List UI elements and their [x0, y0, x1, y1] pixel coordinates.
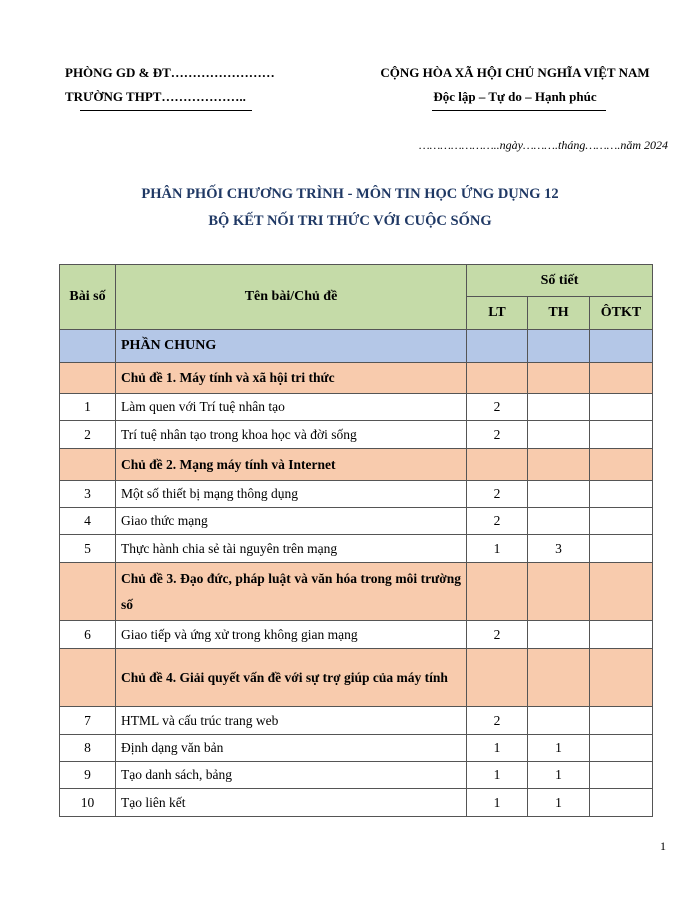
col-th-header: TH [528, 297, 590, 330]
lesson-th [528, 481, 590, 508]
lesson-lt: 1 [467, 762, 528, 789]
lesson-lt: 2 [467, 421, 528, 449]
topic-title: Chủ đề 3. Đạo đức, pháp luật và văn hóa trong môi trường số [116, 563, 467, 621]
lesson-number: 8 [60, 735, 116, 762]
department-label: PHÒNG GD & ĐT…………………… [65, 65, 275, 80]
lesson-number: 9 [60, 762, 116, 789]
table-row [60, 421, 653, 449]
national-title: CỘNG HÒA XÃ HỘI CHỦ NGHĨA VIỆT NAM [380, 65, 650, 80]
table-row [60, 707, 653, 735]
lesson-th [528, 621, 590, 649]
table-row [60, 789, 653, 817]
general-section-label: PHẦN CHUNG [116, 330, 467, 363]
lesson-name: Tạo liên kết [116, 789, 467, 817]
lesson-lt: 2 [467, 481, 528, 508]
lesson-th: 1 [528, 762, 590, 789]
table-row [60, 735, 653, 762]
lesson-name: Một số thiết bị mạng thông dụng [116, 481, 467, 508]
lesson-number: 6 [60, 621, 116, 649]
lesson-th [528, 421, 590, 449]
table-row [60, 762, 653, 789]
topic-row [60, 649, 653, 707]
lesson-lt: 1 [467, 735, 528, 762]
lesson-th: 3 [528, 535, 590, 563]
col-otkt-header: ÔTKT [590, 297, 653, 330]
lesson-otkt [590, 735, 653, 762]
general-section-row [60, 330, 653, 363]
national-motto: Độc lập – Tự do – Hạnh phúc [433, 89, 597, 104]
lesson-otkt [590, 789, 653, 817]
lesson-name: Trí tuệ nhân tạo trong khoa học và đời sống [116, 421, 467, 449]
lesson-otkt [590, 762, 653, 789]
lesson-name: Giao tiếp và ứng xử trong không gian mạng [116, 621, 467, 649]
lesson-lt: 1 [467, 789, 528, 817]
lesson-number: 4 [60, 508, 116, 535]
lesson-otkt [590, 421, 653, 449]
lesson-lt: 2 [467, 621, 528, 649]
lesson-lt: 2 [467, 394, 528, 421]
lesson-otkt [590, 394, 653, 421]
col-periods-header: Số tiết [467, 265, 653, 297]
curriculum-table [59, 264, 653, 817]
lesson-number: 2 [60, 421, 116, 449]
topic-row [60, 363, 653, 394]
document-subtitle: BỘ KẾT NỐI TRI THỨC VỚI CUỘC SỐNG [208, 213, 492, 229]
lesson-th: 1 [528, 789, 590, 817]
col-name-header: Tên bài/Chủ đề [116, 265, 467, 330]
school-underline [80, 110, 252, 111]
page-number: 1 [660, 839, 666, 853]
lesson-number: 1 [60, 394, 116, 421]
lesson-otkt [590, 621, 653, 649]
school-label: TRƯỜNG THPT……………….. [65, 89, 246, 104]
table-row [60, 535, 653, 563]
lesson-number: 10 [60, 789, 116, 817]
table-row [60, 481, 653, 508]
lesson-name: Thực hành chia sẻ tài nguyên trên mạng [116, 535, 467, 563]
topic-title: Chủ đề 1. Máy tính và xã hội tri thức [116, 363, 467, 394]
lesson-name: Tạo danh sách, bảng [116, 762, 467, 789]
table-row [60, 508, 653, 535]
lesson-name: HTML và cấu trúc trang web [116, 707, 467, 735]
lesson-th: 1 [528, 735, 590, 762]
lesson-otkt [590, 481, 653, 508]
table-row [60, 621, 653, 649]
lesson-otkt [590, 508, 653, 535]
lesson-otkt [590, 535, 653, 563]
lesson-number: 7 [60, 707, 116, 735]
col-lt-header: LT [467, 297, 528, 330]
lesson-lt: 2 [467, 508, 528, 535]
lesson-lt: 1 [467, 535, 528, 563]
lesson-number: 5 [60, 535, 116, 563]
table-header-row [60, 265, 653, 297]
topic-title: Chủ đề 2. Mạng máy tính và Internet [116, 449, 467, 481]
topic-row [60, 449, 653, 481]
lesson-number: 3 [60, 481, 116, 508]
lesson-lt: 2 [467, 707, 528, 735]
topic-title: Chủ đề 4. Giải quyết vấn đề với sự trợ giúp của máy tính [116, 649, 467, 707]
lesson-th [528, 508, 590, 535]
lesson-th [528, 707, 590, 735]
col-lesson-header: Bài số [60, 265, 116, 330]
date-line: …………………..ngày……….tháng……….năm 2024 [418, 138, 668, 152]
topic-row [60, 563, 653, 621]
lesson-name: Làm quen với Trí tuệ nhân tạo [116, 394, 467, 421]
lesson-th [528, 394, 590, 421]
lesson-name: Giao thức mạng [116, 508, 467, 535]
table-row [60, 394, 653, 421]
motto-underline [432, 110, 606, 111]
lesson-otkt [590, 707, 653, 735]
lesson-name: Định dạng văn bản [116, 735, 467, 762]
document-title: PHÂN PHỐI CHƯƠNG TRÌNH - MÔN TIN HỌC ỨNG DỤNG 12 [141, 186, 559, 202]
